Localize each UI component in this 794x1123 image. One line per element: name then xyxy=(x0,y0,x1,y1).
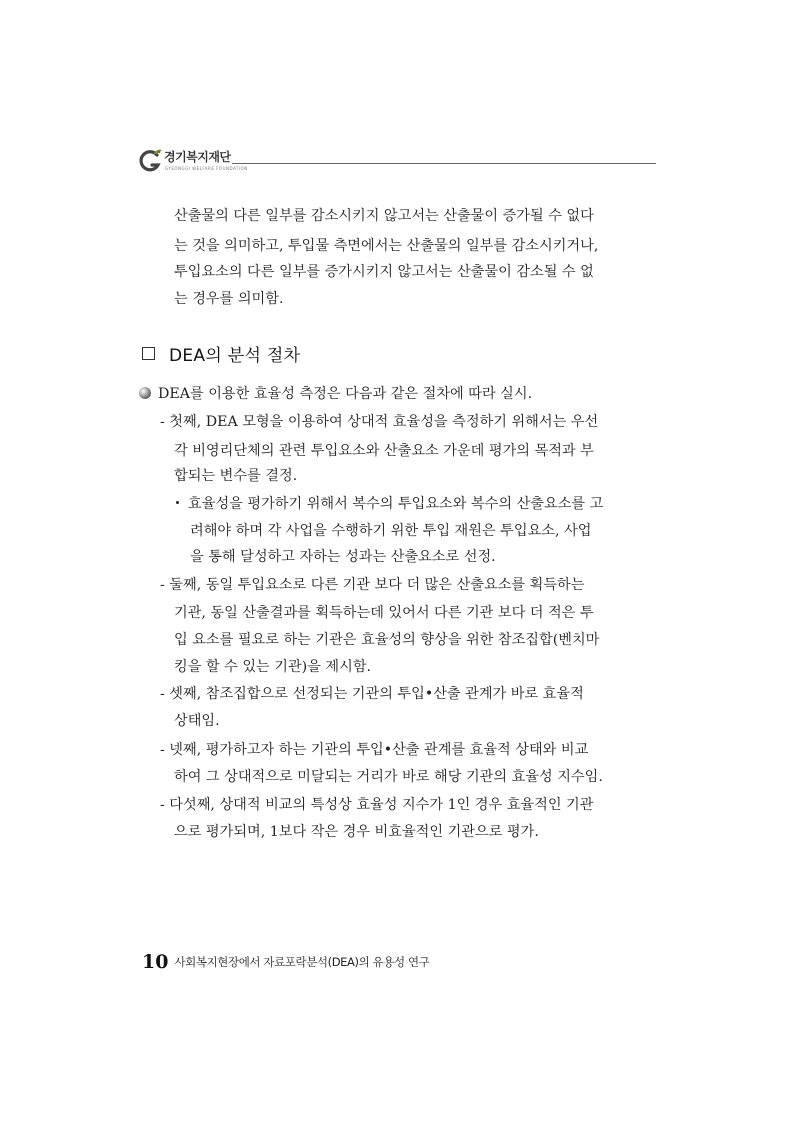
sub-item-line xyxy=(176,494,603,514)
text-line: - 넷째, 평가하고자 하는 기관의 투입•산출 관계를 효율적 상태와 비교 xyxy=(160,742,589,758)
text-line: 상태임. xyxy=(174,713,220,729)
org-subtitle: GYEONGGI WELFARE FOUNDATION xyxy=(165,166,248,171)
text-line: 킹을 할 수 있는 기관)을 제시함. xyxy=(174,659,372,675)
item-line xyxy=(174,630,599,650)
sub-item-line xyxy=(190,521,591,541)
paragraph-line xyxy=(174,289,283,309)
text-line: - 셋째, 참조집합으로 선정되는 기관의 투입•산출 관계가 바로 효율적 xyxy=(160,686,584,702)
item-line xyxy=(174,466,297,486)
item-line xyxy=(174,822,539,842)
text-line: 합되는 변수를 결정. xyxy=(174,468,298,484)
paragraph-line xyxy=(174,262,594,282)
text-line: - 다섯째, 상대적 비교의 특성상 효율성 지수가 1인 경우 효율적인 기관 xyxy=(160,797,594,813)
item-line xyxy=(160,684,584,704)
intro-text: DEA를 이용한 효율성 측정은 다음과 같은 절차에 따라 실시. xyxy=(158,386,533,402)
item-line xyxy=(160,740,588,760)
text-line: 산출물의 다른 일부를 감소시키지 않고서는 산출물이 증가될 수 없다 xyxy=(174,208,594,224)
text-line: 을 통해 달성하고 자하는 성과는 산출요소로 선정. xyxy=(190,549,496,565)
paragraph-line xyxy=(174,206,656,226)
item-line xyxy=(174,657,371,677)
header-rule xyxy=(232,163,656,164)
text-line: 하여 그 상대적으로 미달되는 거리가 바로 해당 기관의 효율성 지수임. xyxy=(174,769,603,785)
sphere-bullet-icon xyxy=(138,386,152,400)
paragraph-line xyxy=(174,236,656,256)
page-header xyxy=(138,146,656,178)
text-line: 투입요소의 다른 일부를 증가시키지 않고서는 산출물이 감소될 수 없 xyxy=(174,264,594,280)
text-line: 입 요소를 필요로 하는 기관은 효율성의 향상을 위한 참조집합(벤치마 xyxy=(174,632,600,648)
item-line xyxy=(174,603,594,623)
item-line xyxy=(174,711,220,731)
text-line: 려해야 하며 각 사업을 수행하기 위한 투입 재원은 투입요소, 사업 xyxy=(190,523,592,539)
foundation-logo-icon xyxy=(138,148,164,174)
intro-line xyxy=(158,384,532,404)
text-line: 는 것을 의미하고, 투입물 측면에서는 산출물의 일부를 감소시키거나, xyxy=(174,238,599,254)
item-line xyxy=(174,767,603,787)
text-line: 는 경우를 의미함. xyxy=(174,291,284,307)
text-line: 효율성을 평가하기 위해서 복수의 투입요소와 복수의 산출요소를 고 xyxy=(188,496,604,512)
bullet-dot-icon xyxy=(176,501,179,504)
text-line: 각 비영리단체의 관련 투입요소와 산출요소 가운데 평가의 목적과 부 xyxy=(174,443,594,459)
section-title: DEA의 분석 절차 xyxy=(169,346,301,366)
running-title: 사회복지현장에서 자료포락분석(DEA)의 유용성 연구 xyxy=(174,955,430,969)
section-heading xyxy=(142,341,300,366)
text-line: - 둘째, 동일 투입요소로 다른 기관 보다 더 많은 산출요소를 획득하는 xyxy=(160,577,585,593)
item-line xyxy=(160,795,593,815)
item-line xyxy=(160,412,598,432)
text-line: 기관, 동일 산출결과를 획득하는데 있어서 다른 기관 보다 더 적은 투 xyxy=(174,605,594,621)
page-number: 10 xyxy=(142,951,169,973)
org-name: 경기복지재단 xyxy=(164,150,231,164)
page-footer xyxy=(142,951,429,973)
checkbox-square-icon xyxy=(142,347,155,360)
text-line: 으로 평가되며, 1보다 작은 경우 비효율적인 기관으로 평가. xyxy=(174,824,539,840)
item-line xyxy=(174,441,594,461)
text-line: - 첫째, DEA 모형을 이용하여 상대적 효율성을 측정하기 위해서는 우선 xyxy=(160,414,599,430)
sub-item-line xyxy=(190,547,496,567)
item-line xyxy=(160,575,584,595)
